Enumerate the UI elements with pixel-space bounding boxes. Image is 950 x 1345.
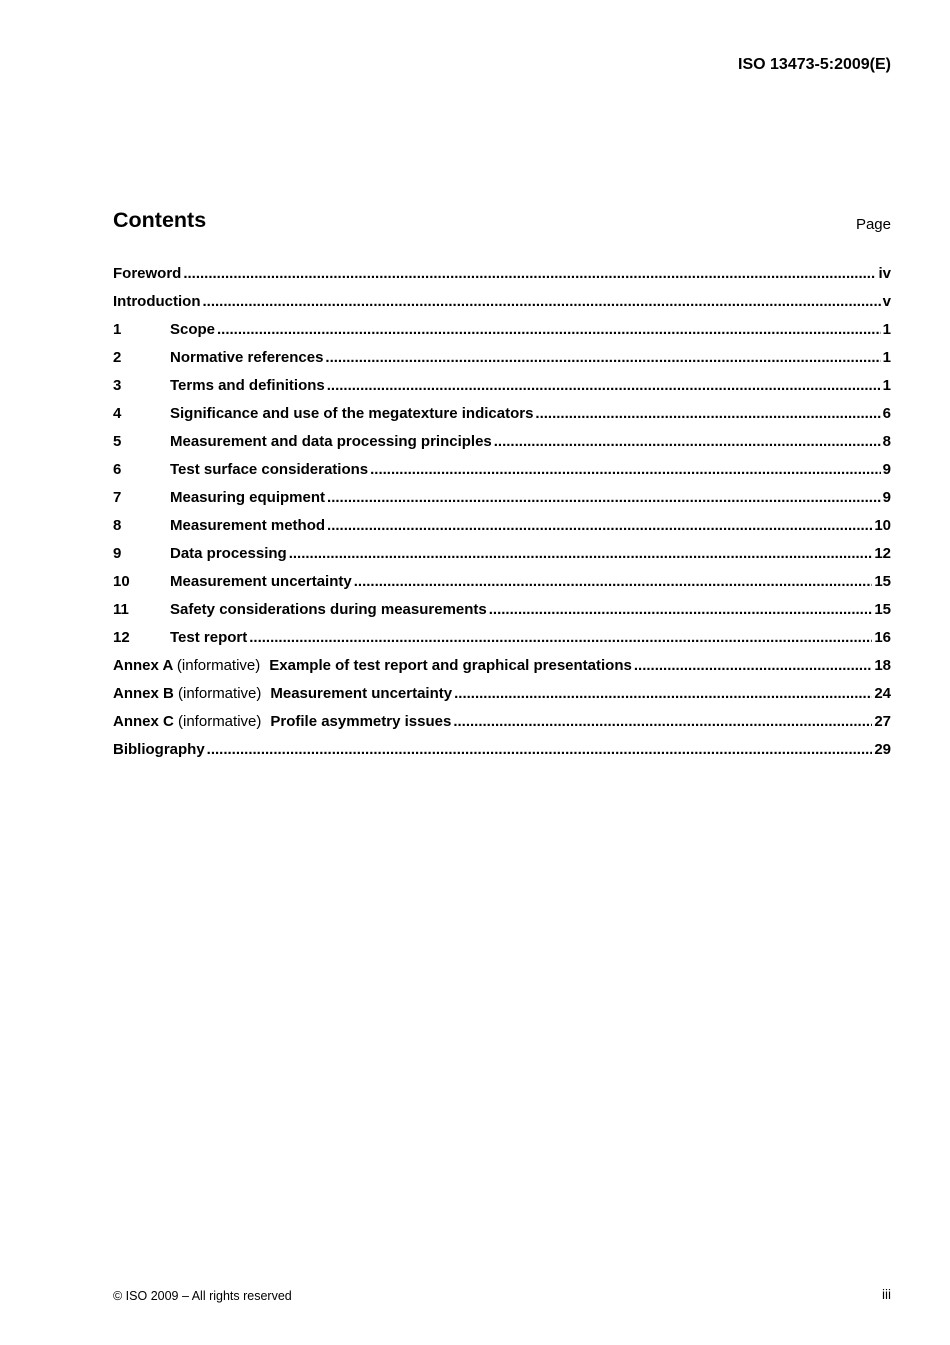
toc-entry-number: 7 <box>113 489 122 506</box>
toc-entry-page: 24 <box>874 685 891 702</box>
toc-entry-number: 2 <box>113 349 122 366</box>
toc-entry-number: 3 <box>113 377 122 394</box>
toc-entry-number: 1 <box>113 321 122 338</box>
annex-label <box>113 685 261 702</box>
toc-entry-annex-a[interactable] <box>113 657 891 685</box>
toc-entry-scope[interactable] <box>113 321 891 349</box>
toc-entry-title: Test report <box>170 629 248 646</box>
toc-entry-significance[interactable] <box>113 405 891 433</box>
copyright-notice: © ISO 2009 – All rights reserved <box>113 1289 292 1303</box>
toc-entry-measuring-equipment[interactable] <box>113 489 891 517</box>
dot-leader <box>327 377 881 394</box>
toc-entry-number: 5 <box>113 433 122 450</box>
annex-note: (informative) <box>178 713 262 730</box>
toc-entry-introduction[interactable] <box>113 293 891 321</box>
toc-entry-page: 6 <box>882 405 891 422</box>
dot-leader <box>354 573 873 590</box>
toc-entry-measurement-principles[interactable] <box>113 433 891 461</box>
toc-entry-title: Measurement uncertainty <box>170 573 352 590</box>
toc-entry-page: 15 <box>874 601 891 618</box>
toc-entry-page: 9 <box>882 489 891 506</box>
toc-entry-page: 1 <box>882 377 891 394</box>
dot-leader <box>327 489 881 506</box>
annex-label <box>113 713 261 730</box>
toc-entry-page: 27 <box>874 713 891 730</box>
annex-note: (informative) <box>176 657 261 674</box>
dot-leader <box>325 349 880 366</box>
toc-entry-number: 6 <box>113 461 122 478</box>
toc-entry-measurement-uncertainty[interactable] <box>113 573 891 601</box>
toc-entry-page: 18 <box>874 657 891 674</box>
toc-entry-page: iv <box>878 265 891 282</box>
toc-entry-safety[interactable] <box>113 601 891 629</box>
document-id: ISO 13473-5:2009(E) <box>738 56 891 73</box>
toc-entry-title: Example of test report and graphical presentations <box>269 657 632 674</box>
toc-entry-title: Measurement and data processing principles <box>170 433 492 450</box>
toc-entry-page: 9 <box>882 461 891 478</box>
toc-entry-test-surface[interactable] <box>113 461 891 489</box>
annex-label <box>113 657 260 674</box>
toc-entry-number: 4 <box>113 405 122 422</box>
toc-entry-bibliography[interactable] <box>113 741 891 769</box>
dot-leader <box>454 685 872 702</box>
dot-leader <box>370 461 881 478</box>
annex-letter: Annex B <box>113 685 174 702</box>
page-column-label: Page <box>855 216 891 233</box>
dot-leader <box>535 405 880 422</box>
annex-letter: Annex C <box>113 713 174 730</box>
dot-leader <box>453 713 872 730</box>
dot-leader <box>183 265 876 282</box>
toc-entry-annex-c[interactable] <box>113 713 891 741</box>
toc-entry-title: Measuring equipment <box>170 489 326 506</box>
toc-entry-title: Bibliography <box>113 741 205 758</box>
toc-entry-title: Safety considerations during measurements <box>170 601 487 618</box>
dot-leader <box>249 629 872 646</box>
toc-entry-terms-and-definitions[interactable] <box>113 377 891 405</box>
toc-entry-title: Foreword <box>113 265 182 282</box>
dot-leader <box>634 657 872 674</box>
toc-entry-normative-references[interactable] <box>113 349 891 377</box>
toc-entry-title: Profile asymmetry issues <box>270 713 452 730</box>
toc-entry-data-processing[interactable] <box>113 545 891 573</box>
toc-entry-number: 11 <box>113 601 129 618</box>
toc-entry-page: 8 <box>882 433 891 450</box>
toc-entry-annex-b[interactable] <box>113 685 891 713</box>
toc-entry-foreword[interactable] <box>113 265 891 293</box>
toc-entry-page: 16 <box>874 629 891 646</box>
toc-entry-title: Scope <box>170 321 216 338</box>
toc-entry-title: Data processing <box>170 545 287 562</box>
toc-entry-number: 10 <box>113 573 130 590</box>
dot-leader <box>202 293 880 310</box>
dot-leader <box>327 517 872 534</box>
annex-letter: Annex A <box>113 657 173 674</box>
dot-leader <box>217 321 881 338</box>
toc-entry-page: 12 <box>874 545 891 562</box>
toc-entry-title: Normative references <box>170 349 324 366</box>
toc-entry-title: Measurement uncertainty <box>270 685 453 702</box>
toc-entry-page: 10 <box>874 517 891 534</box>
toc-entry-number: 9 <box>113 545 122 562</box>
toc-entry-page: v <box>882 293 891 310</box>
toc-entry-page: 1 <box>882 349 891 366</box>
page-number: iii <box>882 1287 891 1302</box>
table-of-contents <box>113 265 891 769</box>
toc-entry-measurement-method[interactable] <box>113 517 891 545</box>
toc-entry-test-report[interactable] <box>113 629 891 657</box>
toc-entry-title: Terms and definitions <box>170 377 325 394</box>
toc-entry-page: 1 <box>882 321 891 338</box>
toc-entry-title: Test surface considerations <box>170 461 369 478</box>
dot-leader <box>489 601 873 618</box>
toc-entry-title: Significance and use of the megatexture indicators <box>170 405 534 422</box>
contents-heading: Contents <box>113 208 207 232</box>
toc-entry-page: 15 <box>874 573 891 590</box>
toc-entry-number: 8 <box>113 517 122 534</box>
annex-note: (informative) <box>178 685 262 702</box>
toc-entry-page: 29 <box>874 741 891 758</box>
toc-entry-number: 12 <box>113 629 130 646</box>
dot-leader <box>494 433 881 450</box>
dot-leader <box>207 741 873 758</box>
toc-entry-title: Measurement method <box>170 517 326 534</box>
dot-leader <box>289 545 873 562</box>
toc-entry-title: Introduction <box>113 293 201 310</box>
